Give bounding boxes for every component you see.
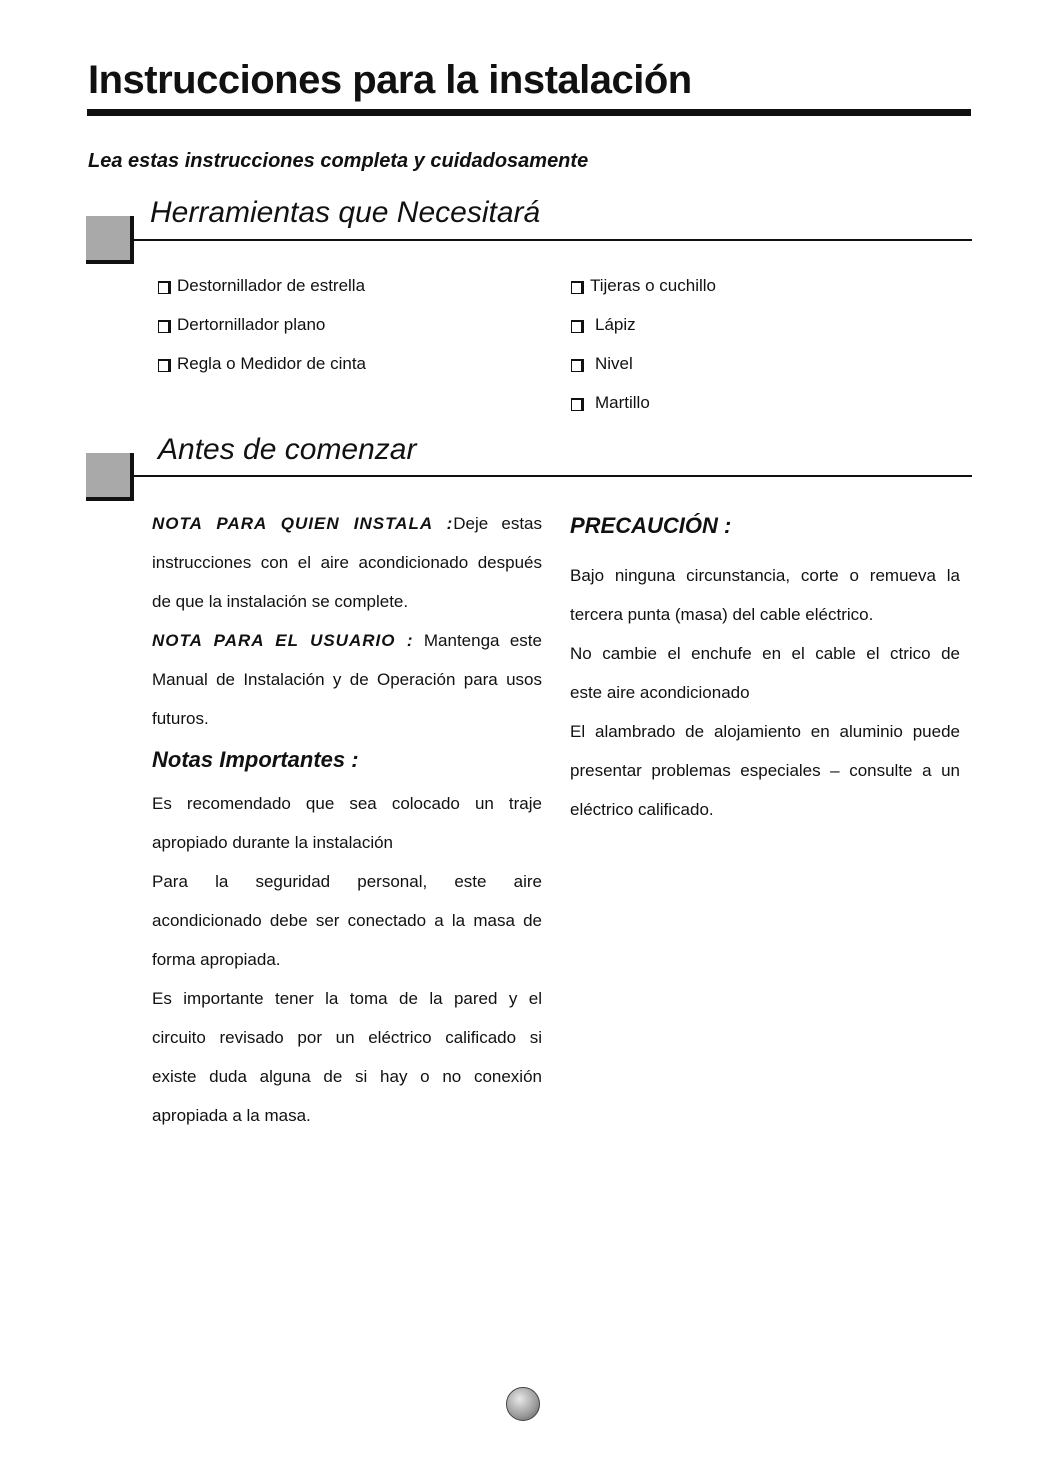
checkbox-icon (571, 320, 584, 333)
checkbox-icon (571, 398, 584, 411)
page-number-dot (506, 1387, 540, 1421)
caution-line: El alambrado de alojamiento en aluminio puede (570, 722, 960, 741)
tool-item: Destornillador de estrella (158, 276, 365, 296)
important-note-line: apropiada a la masa. (152, 1106, 311, 1125)
caution-line: eléctrico calificado. (570, 800, 714, 819)
important-note-line: apropiado durante la instalación (152, 833, 394, 852)
section-title-tools: Herramientas que Necesitará (150, 196, 541, 229)
installer-note-label: NOTA PARA QUIEN INSTALA : (152, 514, 454, 533)
tool-item: Regla o Medidor de cinta (158, 354, 366, 374)
section-marker-before (86, 453, 134, 501)
important-note-line: Para la seguridad personal, este aire (152, 872, 542, 891)
important-note-line: forma apropiada. (152, 950, 281, 969)
checkbox-icon (571, 359, 584, 372)
caution-heading: PRECAUCIÓN : (570, 513, 732, 538)
caution-line: presentar problemas especiales – consulte a un (570, 761, 960, 780)
important-notes-heading: Notas Importantes : (152, 747, 359, 772)
caution-line: tercera punta (masa) del cable eléctrico. (570, 605, 874, 624)
important-note-line: circuito revisado por un eléctrico calificado si (152, 1028, 542, 1047)
checkbox-icon (158, 359, 171, 372)
installer-note-line: de que la instalación se complete. (152, 592, 409, 611)
checkbox-icon (571, 281, 584, 294)
user-note-line: Manual de Instalación y de Operación para usos (152, 670, 542, 689)
right-column (570, 506, 960, 829)
important-note-line: acondicionado debe ser conectado a la masa de (152, 911, 542, 930)
important-note-line: Es importante tener la toma de la pared y el (152, 989, 542, 1008)
tool-item: Dertornillador plano (158, 315, 325, 335)
installer-note-line: NOTA PARA QUIEN INSTALA :Deje estas (152, 514, 542, 533)
section-rule-tools (133, 239, 972, 241)
section-marker-tools (86, 216, 134, 264)
left-column (152, 504, 542, 1135)
caution-line: No cambie el enchufe en el cable el ctrico de (570, 644, 960, 663)
user-note-line: futuros. (152, 709, 209, 728)
section-rule-before (133, 475, 972, 477)
important-note-line: existe duda alguna de si hay o no conexión (152, 1067, 542, 1086)
section-title-before: Antes de comenzar (158, 433, 417, 466)
caution-line: Bajo ninguna circunstancia, corte o remueva la (570, 566, 960, 585)
user-note-label: NOTA PARA EL USUARIO : (152, 631, 414, 650)
caution-line: este aire acondicionado (570, 683, 750, 702)
tool-item: Lápiz (571, 315, 636, 335)
user-note-line: NOTA PARA EL USUARIO : Mantenga este (152, 631, 542, 650)
title-rule (87, 109, 971, 116)
checkbox-icon (158, 320, 171, 333)
page-subtitle: Lea estas instrucciones completa y cuidadosamente (88, 150, 589, 172)
tool-item: Nivel (571, 354, 633, 374)
important-note-line: Es recomendado que sea colocado un traje (152, 794, 542, 813)
installer-note-line: instrucciones con el aire acondicionado después (152, 553, 542, 572)
checkbox-icon (158, 281, 171, 294)
page-title: Instrucciones para la instalación (88, 58, 692, 102)
tool-item: Tijeras o cuchillo (571, 276, 716, 296)
tool-item: Martillo (571, 393, 650, 413)
